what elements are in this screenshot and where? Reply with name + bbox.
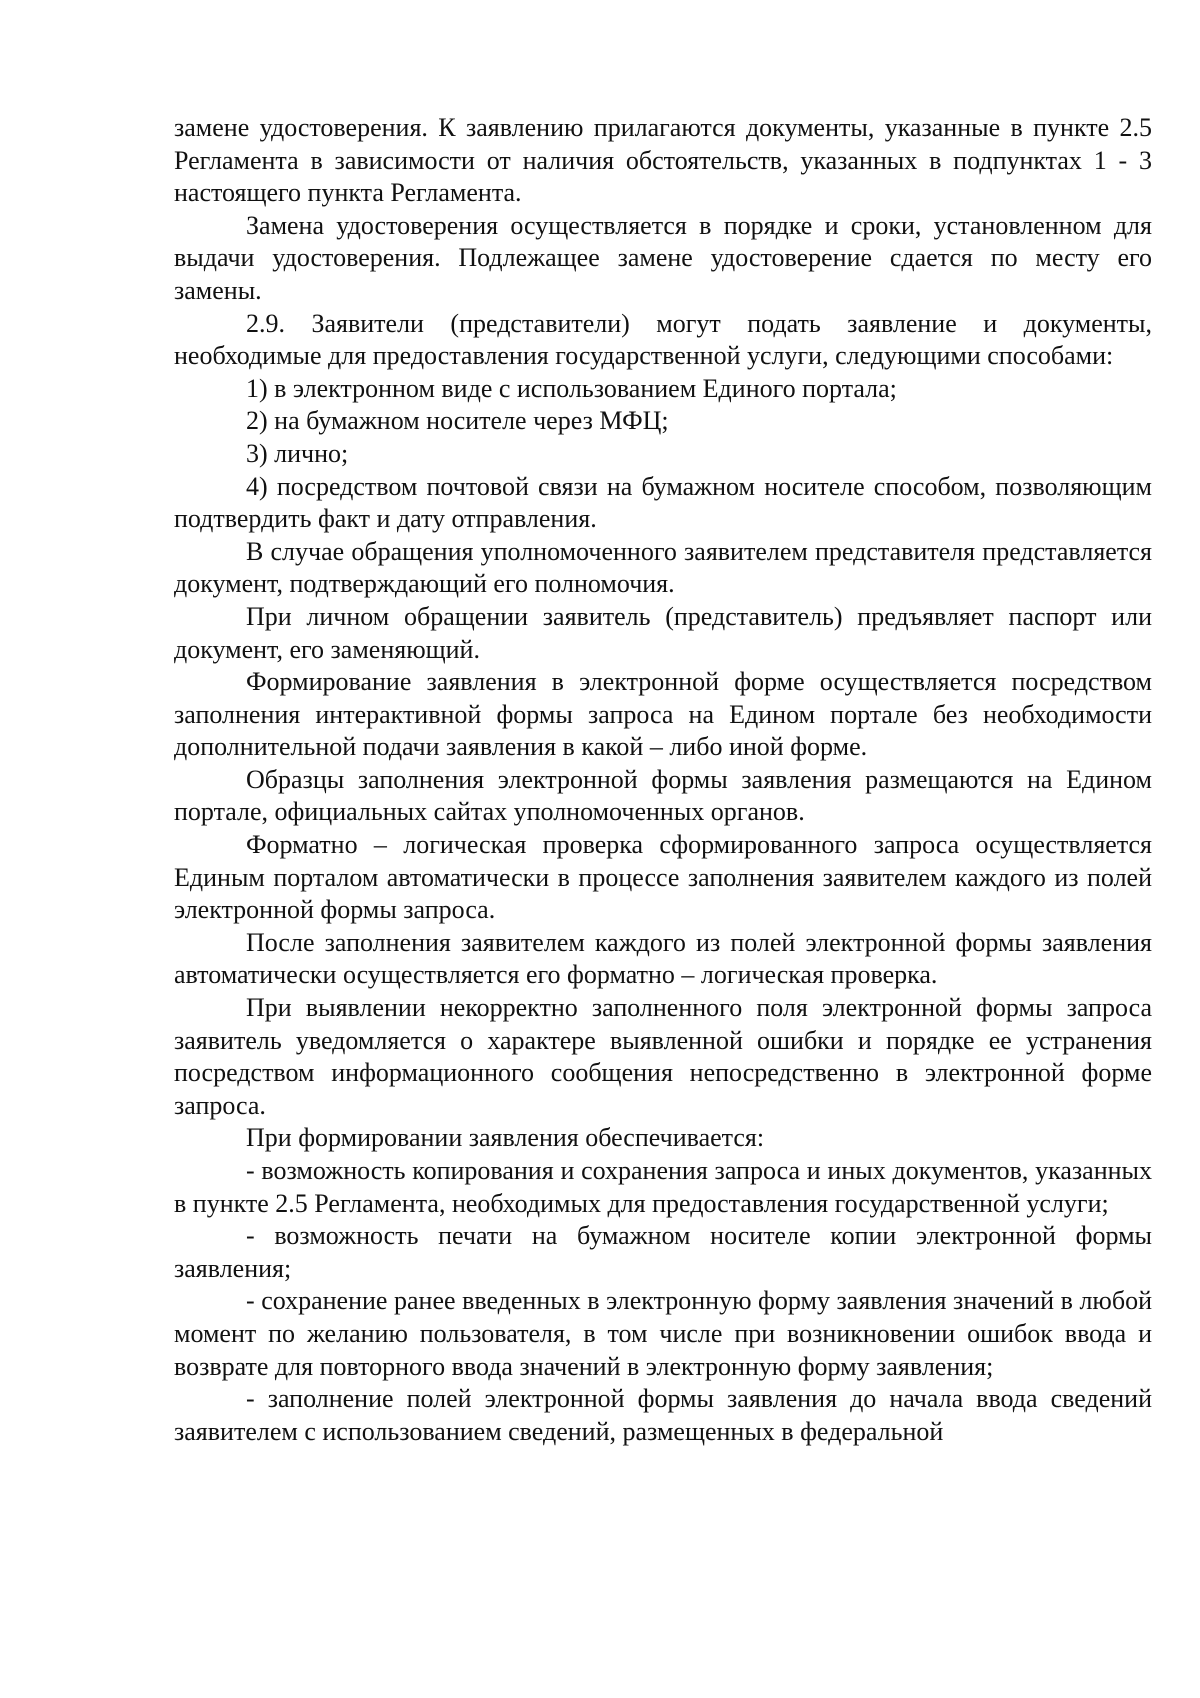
paragraph-provision-header: При формировании заявления обеспечивается: xyxy=(246,1123,765,1153)
paragraph-form-samples: Образцы заполнения электронной формы заявления размещаются на Едином портале, официальных сайтах уполномоченных органов. xyxy=(174,764,1152,827)
list-item-personal: 3) лично; xyxy=(246,438,349,468)
list-item-save-values: - сохранение ранее введенных в электронную форму заявления значений в любой момент по желанию пользователя, в том числе при возникновении ошибок ввода и возврате для повторного ввода значений в электронную форму заявления; xyxy=(174,1286,1152,1381)
document-body xyxy=(174,112,1152,1448)
list-item-copy-save: - возможность копирования и сохранения запроса и иных документов, указанных в пункте 2.5 Регламента, необходимых для предоставления государственной услуги; xyxy=(174,1156,1152,1218)
list-item-mfc: 2) на бумажном носителе через МФЦ; xyxy=(246,406,669,436)
paragraph-passport: При личном обращении заявитель (представитель) предъявляет паспорт или документ, его заменяющий. xyxy=(174,601,1152,664)
paragraph-continuation: замене удостоверения. К заявлению прилагаются документы, указанные в пункте 2.5 Регламента в зависимости от наличия обстоятельств, указанных в подпунктах 1 - 3 настоящего пункта Регламента. xyxy=(174,113,1152,208)
list-item-postal: 4) посредством почтовой связи на бумажном носителе способом, позволяющим подтвердить факт и дату отправления. xyxy=(174,471,1152,534)
list-item-prefill: - заполнение полей электронной формы заявления до начала ввода сведений заявителем с использованием сведений, размещенных в федеральной xyxy=(174,1384,1152,1446)
paragraph-replacement-procedure: Замена удостоверения осуществляется в порядке и сроки, установленном для выдачи удостоверения. Подлежащее замене удостоверение сдается по месту его замены. xyxy=(174,210,1152,305)
paragraph-section-2-9: 2.9. Заявители (представители) могут подать заявление и документы, необходимые для предоставления государственной услуги, следующими способами: xyxy=(174,308,1152,371)
paragraph-format-check: Форматно – логическая проверка сформированного запроса осуществляется Единым порталом автоматически в процессе заполнения заявителем каждого из полей электронной формы запроса. xyxy=(174,830,1152,925)
paragraph-after-filling: После заполнения заявителем каждого из полей электронной формы заявления автоматически осуществляется его форматно – логическая проверка. xyxy=(174,927,1152,990)
paragraph-error-notice: При выявлении некорректно заполненного поля электронной формы запроса заявитель уведомляется о характере выявленной ошибки и порядке ее устранения посредством информационного сообщения непосредственно в электронной форме запроса. xyxy=(174,993,1152,1120)
list-item-print: - возможность печати на бумажном носителе копии электронной формы заявления; xyxy=(174,1221,1152,1283)
list-item-electronic: 1) в электронном виде с использованием Единого портала; xyxy=(246,373,897,403)
paragraph-representative: В случае обращения уполномоченного заявителем представителя представляется документ, подтверждающий его полномочия. xyxy=(174,536,1152,599)
paragraph-electronic-form: Формирование заявления в электронной форме осуществляется посредством заполнения интерактивной формы запроса на Едином портале без необходимости дополнительной подачи заявления в какой – либо иной форме. xyxy=(174,667,1152,762)
